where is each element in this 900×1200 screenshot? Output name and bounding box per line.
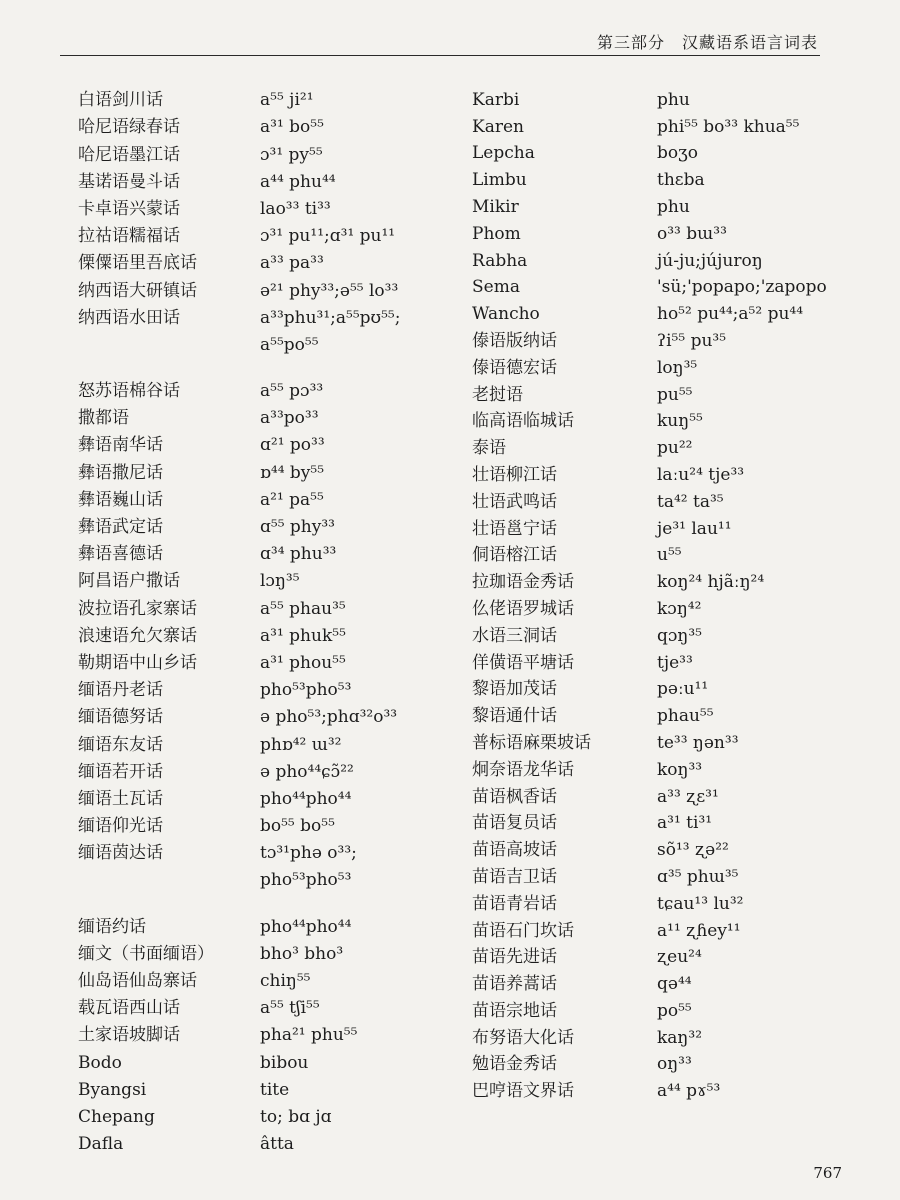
language-name: 缅语土瓦话 <box>78 788 163 809</box>
entry-row <box>78 990 458 1017</box>
language-name: Mikir <box>472 196 519 217</box>
entry-row <box>78 563 458 590</box>
word-form: jú-ju;jújuroŋ <box>657 250 763 271</box>
language-name: 撒都语 <box>78 408 129 429</box>
entry-row <box>78 109 458 136</box>
page-number: 767 <box>813 1164 842 1182</box>
entry-row <box>78 136 458 163</box>
entry-row <box>472 913 872 940</box>
entry-row <box>78 218 458 245</box>
entry-row <box>78 1044 458 1071</box>
language-name: 普标语麻栗坡话 <box>472 732 591 753</box>
word-form: qə⁴⁴ <box>657 974 692 995</box>
language-name: 缅语茵达话 <box>78 843 163 864</box>
entry-row <box>472 591 872 618</box>
word-form: ho⁵² pu⁴⁴;a⁵² pu⁴⁴ <box>657 304 804 325</box>
entry-row <box>472 806 872 833</box>
entry-row <box>78 645 458 672</box>
right-column <box>472 82 872 1100</box>
word-form: phu <box>657 196 690 217</box>
word-form: ʐeu²⁴ <box>657 947 702 968</box>
word-form: a³³phu³¹;a⁵⁵pʊ⁵⁵; <box>260 307 401 328</box>
entry-row <box>472 484 872 511</box>
entry-row <box>78 300 458 327</box>
entry-row <box>472 323 872 350</box>
language-name: 拉祜语糯福话 <box>78 226 180 247</box>
entry-row <box>78 781 458 808</box>
entry-row <box>78 272 458 299</box>
entry-row <box>472 377 872 404</box>
entry-row <box>78 164 458 191</box>
word-form: laːu²⁴ tje³³ <box>657 464 745 485</box>
entry-row <box>472 886 872 913</box>
language-name: 苗语吉卫话 <box>472 866 557 887</box>
word-form: thɛba <box>657 170 705 191</box>
entry-row <box>78 963 458 990</box>
language-name: 黎语加茂话 <box>472 679 557 700</box>
entry-row <box>472 832 872 859</box>
language-name: 怒苏语棉谷话 <box>78 381 180 402</box>
language-name: Byangsi <box>78 1079 147 1100</box>
word-form: a⁵⁵ ji²¹ <box>260 90 314 111</box>
word-form: a³³ pa³³ <box>260 253 324 274</box>
word-form: a³¹ phuk⁵⁵ <box>260 625 346 646</box>
word-form: koŋ²⁴ hjãːŋ²⁴ <box>657 572 765 593</box>
entry-row <box>472 698 872 725</box>
word-form: lɔŋ³⁵ <box>260 571 300 592</box>
language-name: 临高语临城话 <box>472 411 574 432</box>
word-form: tite <box>260 1079 290 1100</box>
language-name: 土家语坡脚话 <box>78 1025 180 1046</box>
language-name: Dafla <box>78 1134 124 1155</box>
word-form: ɑ³⁵ phɯ³⁵ <box>657 866 739 887</box>
entry-row <box>472 940 872 967</box>
language-name: 壮语柳江话 <box>472 464 557 485</box>
entry-row <box>78 245 458 272</box>
word-form: bho³ bho³ <box>260 943 344 964</box>
entry-row <box>472 82 872 109</box>
entry-row <box>78 509 458 536</box>
entry-row <box>472 243 872 270</box>
word-form: a³³po³³ <box>260 408 319 429</box>
word-form: pho⁵³pho⁵³ <box>260 870 352 891</box>
language-name: Wancho <box>472 304 540 325</box>
entry-row <box>472 511 872 538</box>
entry-row <box>472 296 872 323</box>
entry-row <box>78 536 458 563</box>
word-form: a¹¹ ʐɦey¹¹ <box>657 920 741 941</box>
word-form: phau⁵⁵ <box>657 706 714 727</box>
entry-row <box>78 1017 458 1044</box>
language-name: 基诺语曼斗话 <box>78 171 180 192</box>
language-name: 布努语大化话 <box>472 1027 574 1048</box>
entry-row <box>472 993 872 1020</box>
language-name: 勒期语中山乡话 <box>78 652 197 673</box>
entry-row <box>78 699 458 726</box>
entry-row <box>472 350 872 377</box>
word-form: loŋ³⁵ <box>657 357 698 378</box>
entry-row <box>78 400 458 427</box>
language-name: 傣语德宏话 <box>472 357 557 378</box>
entry-row <box>78 862 458 889</box>
language-name: 拉珈语金秀话 <box>472 572 574 593</box>
language-name: Sema <box>472 277 520 298</box>
entry-row <box>78 754 458 781</box>
word-form: ɑ²¹ po³³ <box>260 435 325 456</box>
entry-row <box>472 672 872 699</box>
language-name: 缅语约话 <box>78 916 146 937</box>
entry-row <box>472 779 872 806</box>
language-name: 勉语金秀话 <box>472 1054 557 1075</box>
word-form: a⁵⁵ phau³⁵ <box>260 598 346 619</box>
word-form: kuŋ⁵⁵ <box>657 411 703 432</box>
word-form: âtta <box>260 1134 294 1155</box>
language-name: 缅语东友话 <box>78 734 163 755</box>
word-form: koŋ³³ <box>657 759 703 780</box>
entry-row <box>472 216 872 243</box>
entry-row <box>472 270 872 297</box>
word-form: po⁵⁵ <box>657 1000 692 1021</box>
language-name: 白语剑川话 <box>78 90 163 111</box>
language-name: 彝语武定话 <box>78 517 163 537</box>
word-form: tɔ³¹phə o³³; <box>260 843 357 864</box>
word-form: ta⁴² ta³⁵ <box>657 491 724 512</box>
language-name: 苗语先进话 <box>472 947 557 968</box>
word-form: kaŋ³² <box>657 1027 703 1048</box>
word-form: sõ¹³ ʐə²² <box>657 840 729 861</box>
word-form: a³¹ phou⁵⁵ <box>260 652 346 673</box>
language-name: 彝语喜德话 <box>78 544 163 565</box>
entry-row <box>472 189 872 216</box>
entry-row <box>78 1099 458 1126</box>
entry-row <box>78 936 458 963</box>
word-form: tɕau¹³ lu³² <box>657 893 744 914</box>
word-form: phu <box>657 89 690 110</box>
word-form: a²¹ pa⁵⁵ <box>260 489 324 510</box>
language-name: 彝语撒尼话 <box>78 462 163 483</box>
word-form: lao³³ ti³³ <box>260 198 331 219</box>
language-name: 彝语巍山话 <box>78 489 163 510</box>
language-name: Rabha <box>472 250 528 271</box>
language-name: 彝语南华话 <box>78 435 163 456</box>
language-name: 老挝语 <box>472 384 523 405</box>
entry-row <box>472 404 872 431</box>
language-name: 壮语武鸣话 <box>472 491 557 512</box>
word-form: ə pho⁵³;phɑ³²o³³ <box>260 707 398 728</box>
word-form: a⁵⁵po⁵⁵ <box>260 334 319 355</box>
entry-row <box>78 454 458 481</box>
language-name: 水语三洞话 <box>472 625 557 646</box>
word-form: o³³ bɯ³³ <box>657 223 727 244</box>
language-name: 哈尼语绿春话 <box>78 117 180 138</box>
language-name: 纳西语大研镇话 <box>78 280 197 301</box>
entry-gap <box>78 889 458 908</box>
language-name: 苗语复员话 <box>472 813 557 834</box>
entry-row <box>78 82 458 109</box>
language-name: 壮语邕宁话 <box>472 518 557 539</box>
entry-row <box>472 136 872 163</box>
word-form: oŋ³³ <box>657 1054 692 1075</box>
word-form: boʒo <box>657 143 698 164</box>
word-form: chiŋ⁵⁵ <box>260 971 311 991</box>
entry-row <box>472 725 872 752</box>
entry-row <box>472 752 872 779</box>
word-form: a⁴⁴ pɤ⁵³ <box>657 1081 721 1102</box>
entry-row <box>78 327 458 354</box>
entry-row <box>78 482 458 509</box>
entry-row <box>472 162 872 189</box>
word-form: ɔ³¹ pu¹¹;ɑ³¹ pu¹¹ <box>260 226 396 247</box>
language-name: 缅语若开话 <box>78 761 163 782</box>
word-form: phi⁵⁵ bo³³ khua⁵⁵ <box>657 116 800 137</box>
language-name: 缅文（书面缅语） <box>78 943 214 964</box>
entry-row <box>78 672 458 699</box>
word-form: bibou <box>260 1052 309 1073</box>
entry-row <box>472 430 872 457</box>
word-form: pəːu¹¹ <box>657 679 709 700</box>
word-form: a⁴⁴ phu⁴⁴ <box>260 171 336 192</box>
entry-row <box>78 726 458 753</box>
word-form: ə pho⁴⁴ɕɔ̃²² <box>260 761 354 782</box>
language-name: 佯僙语平塘话 <box>472 652 574 673</box>
language-name: 仙岛语仙岛寨话 <box>78 971 197 991</box>
word-form: ɒ⁴⁴ by⁵⁵ <box>260 462 325 483</box>
entry-row <box>78 618 458 645</box>
entry-row <box>78 373 458 400</box>
word-form: u⁵⁵ <box>657 545 682 566</box>
entry-row <box>78 808 458 835</box>
language-name: 哈尼语墨江话 <box>78 144 180 165</box>
word-form: a³³ ʐɛ³¹ <box>657 786 719 807</box>
word-form: pho⁴⁴pho⁴⁴ <box>260 788 352 809</box>
word-form: tje³³ <box>657 652 693 673</box>
word-form: ɔ³¹ py⁵⁵ <box>260 144 323 165</box>
language-name: 卡卓语兴蒙话 <box>78 198 180 219</box>
left-column <box>78 82 458 1153</box>
language-name: 苗语高坡话 <box>472 840 557 861</box>
entry-row <box>472 1020 872 1047</box>
language-name: 缅语德努话 <box>78 707 163 728</box>
entry-row <box>78 427 458 454</box>
word-form: kɔŋ⁴² <box>657 598 702 619</box>
language-name: 载瓦语西山话 <box>78 998 180 1019</box>
word-form: ɑ⁵⁵ phy³³ <box>260 517 335 537</box>
language-name: Karbi <box>472 89 520 110</box>
entry-row <box>472 564 872 591</box>
language-name: 泰语 <box>472 438 506 459</box>
language-name: 苗语宗地话 <box>472 1000 557 1021</box>
word-form: ɑ³⁴ phu³³ <box>260 544 337 565</box>
language-name: 缅语丹老话 <box>78 680 163 701</box>
word-form: pu²² <box>657 438 693 459</box>
language-name: 缅语仰光话 <box>78 816 163 837</box>
language-name: Karen <box>472 116 524 137</box>
entry-row <box>472 457 872 484</box>
word-form: pu⁵⁵ <box>657 384 693 405</box>
entry-gap <box>78 354 458 373</box>
language-name: Chepang <box>78 1106 155 1127</box>
running-header: 第三部分 汉藏语系语言词表 <box>596 33 818 52</box>
word-form: ʔi⁵⁵ pu³⁵ <box>657 330 727 351</box>
language-name: 浪速语允欠寨话 <box>78 625 197 646</box>
word-form: a⁵⁵ pɔ³³ <box>260 381 324 402</box>
word-form: bo⁵⁵ bo⁵⁵ <box>260 816 335 837</box>
entry-row <box>78 590 458 617</box>
language-name: 巴哼语文界话 <box>472 1081 574 1102</box>
word-form: pho⁴⁴pho⁴⁴ <box>260 916 352 937</box>
word-form: je³¹ lau¹¹ <box>657 518 732 539</box>
entry-row <box>78 191 458 218</box>
word-form: pho⁵³pho⁵³ <box>260 680 352 701</box>
entry-row <box>472 1073 872 1100</box>
entry-row <box>472 645 872 672</box>
entry-row <box>472 1047 872 1074</box>
language-name: 傣语版纳话 <box>472 330 557 351</box>
language-name: 苗语枫香话 <box>472 786 557 807</box>
language-name: 波拉语孔家寨话 <box>78 598 197 619</box>
entry-row <box>472 966 872 993</box>
word-form: te³³ ŋən³³ <box>657 732 739 753</box>
entry-row <box>472 109 872 136</box>
language-name: 纳西语水田话 <box>78 307 180 328</box>
entry-row <box>78 1126 458 1153</box>
language-name: 侗语榕江话 <box>472 545 557 566</box>
word-form: phɒ⁴² ɯ³² <box>260 734 342 755</box>
header-rule <box>60 55 820 56</box>
language-name: 傈僳语里吾底话 <box>78 253 197 274</box>
language-name: 黎语通什话 <box>472 706 557 727</box>
language-name: Bodo <box>78 1052 122 1073</box>
word-form: ə²¹ phy³³;ə⁵⁵ lo³³ <box>260 280 399 301</box>
entry-row <box>472 859 872 886</box>
language-name: 苗语青岩话 <box>472 893 557 914</box>
entry-row <box>78 835 458 862</box>
entry-row <box>78 908 458 935</box>
language-name: Lepcha <box>472 143 535 164</box>
language-name: 苗语养蒿话 <box>472 974 557 995</box>
word-form: pha²¹ phu⁵⁵ <box>260 1025 358 1046</box>
language-name: 仫佬语罗城话 <box>472 598 574 619</box>
entry-row <box>78 1072 458 1099</box>
language-name: Limbu <box>472 170 527 191</box>
word-form: a³¹ ti³¹ <box>657 813 713 834</box>
word-form: 'sü;'popapo;'zapopo <box>657 277 827 298</box>
word-form: to; bɑ jɑ <box>260 1106 332 1127</box>
language-name: 阿昌语户撒话 <box>78 571 180 592</box>
language-name: 炯奈语龙华话 <box>472 759 574 780</box>
word-form: qɔŋ³⁵ <box>657 625 702 646</box>
entry-row <box>472 618 872 645</box>
language-name: Phom <box>472 223 521 244</box>
word-form: a³¹ bo⁵⁵ <box>260 117 324 138</box>
word-form: a⁵⁵ tʃi⁵⁵ <box>260 998 320 1019</box>
language-name: 苗语石门坎话 <box>472 920 574 941</box>
entry-row <box>472 538 872 565</box>
